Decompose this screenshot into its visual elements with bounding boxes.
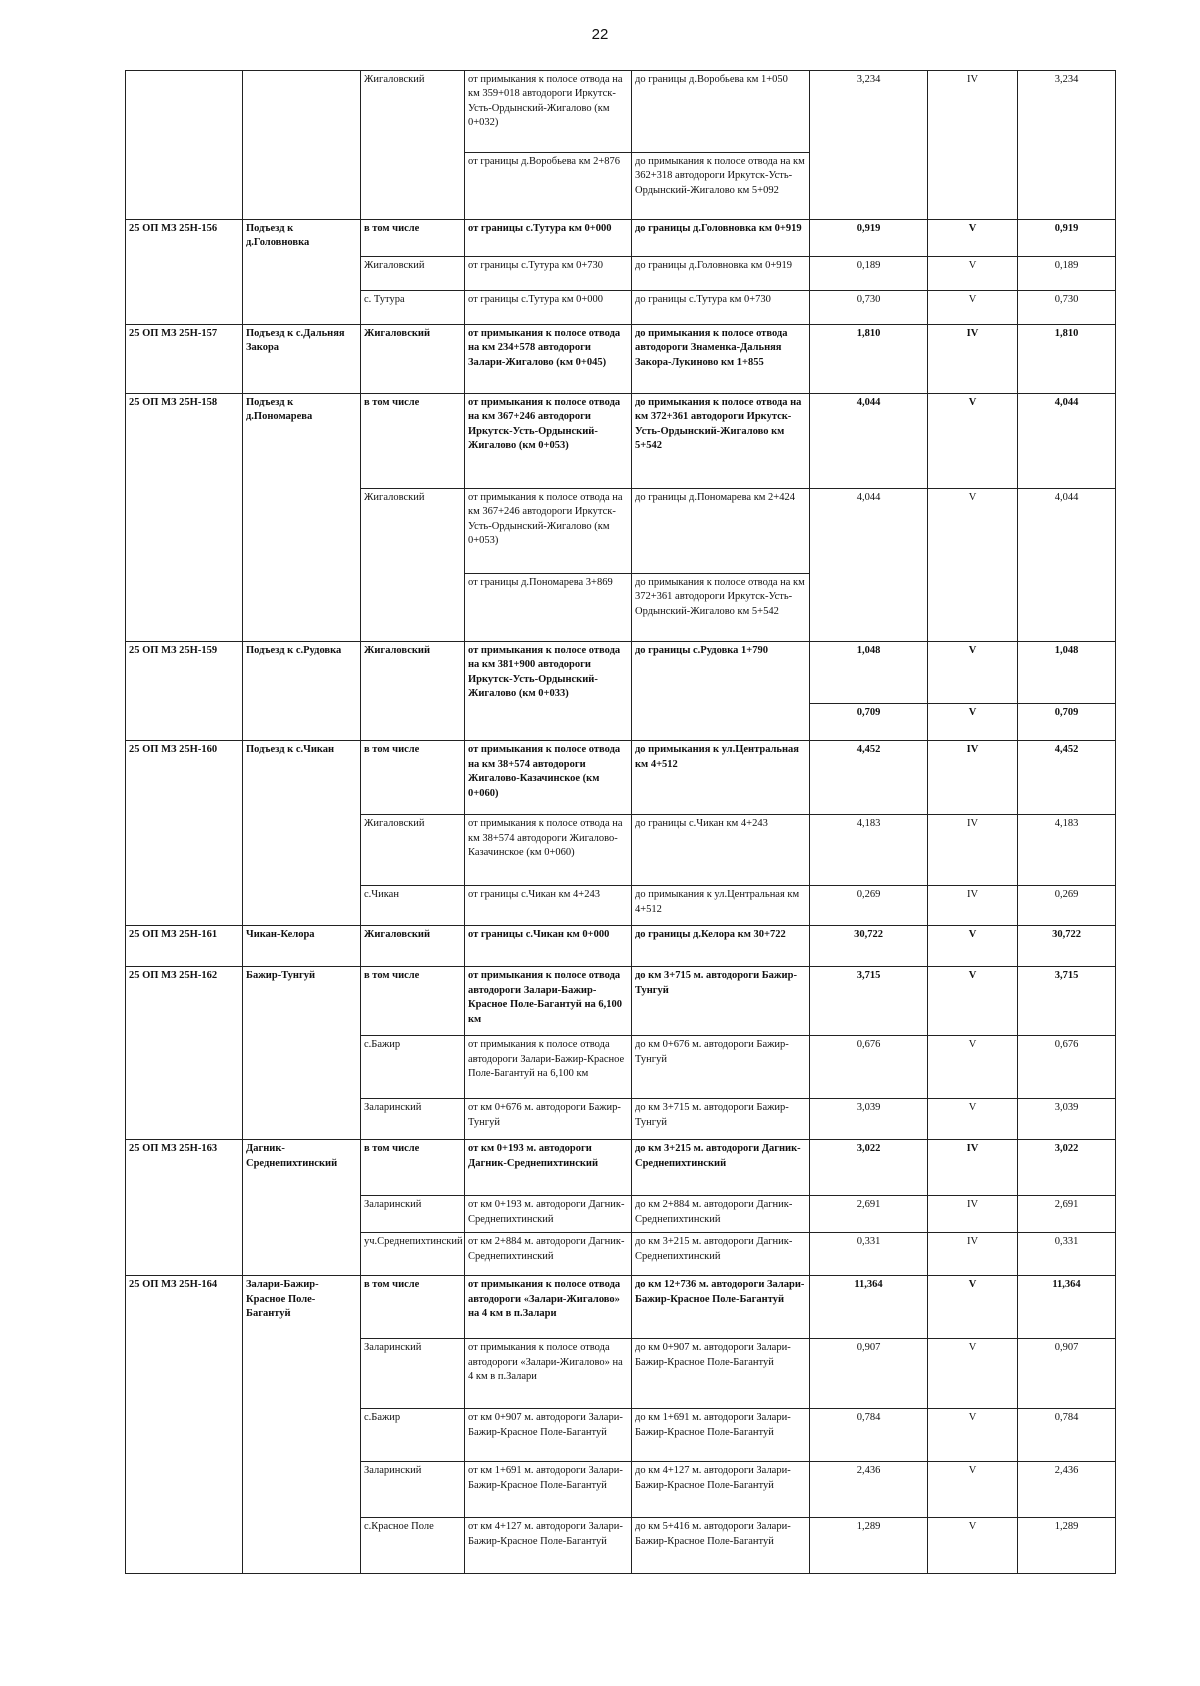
road-id-cell	[126, 1339, 243, 1409]
road-id-cell	[126, 886, 243, 926]
road-id-cell: 25 ОП МЗ 25Н-161	[126, 926, 243, 967]
to-cell: до примыкания к полосе отвода на км 362+318 автодороги Иркутск-Усть-Ордынский-Жигалово км 5+092	[632, 153, 810, 220]
road-name-cell: Залари-Бажир-Красное Поле-Багантуй	[243, 1276, 361, 1339]
road-name-cell	[243, 815, 361, 886]
category-cell: IV	[928, 886, 1018, 926]
to-cell: до примыкания к ул.Центральная км 4+512	[632, 886, 810, 926]
road-name-cell	[243, 153, 361, 220]
from-cell: от границы с.Тутура км 0+000	[465, 291, 632, 325]
length-cell: 0,331	[810, 1233, 928, 1276]
from-cell: от км 2+884 м. автодороги Дагник-Среднепихтинский	[465, 1233, 632, 1276]
length-cell: 0,784	[810, 1409, 928, 1462]
area-cell	[361, 704, 465, 741]
total-cell: 11,364	[1018, 1276, 1116, 1339]
length-cell: 0,730	[810, 291, 928, 325]
from-cell: от примыкания к полосе отвода на км 367+246 автодороги Иркутск-Усть-Ордынский-Жигалово (км 0+053)	[465, 394, 632, 489]
road-name-cell	[243, 291, 361, 325]
to-cell: до границы д.Головновка км 0+919	[632, 257, 810, 291]
road-name-cell	[243, 704, 361, 741]
from-cell: от примыкания к полосе отвода на км 234+578 автодороги Залари-Жигалово (км 0+045)	[465, 325, 632, 394]
total-cell: 1,289	[1018, 1518, 1116, 1574]
road-name-cell: Подъезд к с.Рудовка	[243, 642, 361, 704]
length-cell	[810, 153, 928, 220]
length-cell: 0,919	[810, 220, 928, 257]
table-row	[126, 1409, 1116, 1462]
area-cell: Жигаловский	[361, 489, 465, 574]
length-cell: 0,907	[810, 1339, 928, 1409]
to-cell: до границы д.Пономарева км 2+424	[632, 489, 810, 574]
road-id-cell	[126, 1036, 243, 1099]
length-cell: 30,722	[810, 926, 928, 967]
road-name-cell: Подъезд к д.Пономарева	[243, 394, 361, 489]
table-row	[126, 1233, 1116, 1276]
to-cell: до границы с.Тутура км 0+730	[632, 291, 810, 325]
road-id-cell: 25 ОП МЗ 25Н-156	[126, 220, 243, 257]
total-cell	[1018, 574, 1116, 642]
total-cell: 3,234	[1018, 71, 1116, 153]
area-cell: с. Тутура	[361, 291, 465, 325]
area-cell	[361, 574, 465, 642]
length-cell: 3,715	[810, 967, 928, 1036]
table-row	[126, 257, 1116, 291]
table-row	[126, 1276, 1116, 1339]
area-cell: в том числе	[361, 741, 465, 815]
to-cell: до примыкания к полосе отвода автодороги Знаменка-Дальняя Закора-Лукиново км 1+855	[632, 325, 810, 394]
total-cell: 0,189	[1018, 257, 1116, 291]
category-cell: IV	[928, 325, 1018, 394]
road-name-cell	[243, 1233, 361, 1276]
length-cell: 4,044	[810, 489, 928, 574]
from-cell: от границы с.Чикан км 0+000	[465, 926, 632, 967]
road-id-cell: 25 ОП МЗ 25Н-157	[126, 325, 243, 394]
road-id-cell	[126, 1462, 243, 1518]
page-number: 22	[591, 26, 609, 43]
total-cell: 1,048	[1018, 642, 1116, 704]
to-cell: до км 1+691 м. автодороги Залари-Бажир-Красное Поле-Багантуй	[632, 1409, 810, 1462]
total-cell: 4,183	[1018, 815, 1116, 886]
table-row	[126, 886, 1116, 926]
from-cell: от примыкания к полосе отвода автодороги Залари-Бажир-Красное Поле-Багантуй на 6,100 км	[465, 967, 632, 1036]
length-cell: 1,289	[810, 1518, 928, 1574]
road-name-cell	[243, 489, 361, 574]
to-cell: до границы д.Головновка км 0+919	[632, 220, 810, 257]
total-cell: 2,436	[1018, 1462, 1116, 1518]
length-cell: 3,039	[810, 1099, 928, 1140]
area-cell: в том числе	[361, 1140, 465, 1196]
category-cell: V	[928, 257, 1018, 291]
table-row	[126, 926, 1116, 967]
total-cell: 0,269	[1018, 886, 1116, 926]
category-cell: IV	[928, 815, 1018, 886]
category-cell: IV	[928, 1196, 1018, 1233]
category-cell	[928, 153, 1018, 220]
length-cell: 2,691	[810, 1196, 928, 1233]
length-cell: 3,022	[810, 1140, 928, 1196]
from-cell	[465, 704, 632, 741]
road-id-cell	[126, 257, 243, 291]
from-cell: от границы с.Чикан км 4+243	[465, 886, 632, 926]
category-cell: IV	[928, 71, 1018, 153]
area-cell: Жигаловский	[361, 257, 465, 291]
table-row	[126, 1518, 1116, 1574]
road-id-cell: 25 ОП МЗ 25Н-164	[126, 1276, 243, 1339]
road-name-cell	[243, 574, 361, 642]
category-cell: V	[928, 1409, 1018, 1462]
from-cell: от границы д.Воробьева км 2+876	[465, 153, 632, 220]
table-row	[126, 71, 1116, 153]
total-cell: 0,784	[1018, 1409, 1116, 1462]
from-cell: от примыкания к полосе отвода автодороги «Залари-Жигалово» на 4 км в п.Залари	[465, 1276, 632, 1339]
table-row	[126, 1036, 1116, 1099]
to-cell: до км 3+715 м. автодороги Бажир-Тунгуй	[632, 967, 810, 1036]
length-cell: 4,044	[810, 394, 928, 489]
total-cell: 0,331	[1018, 1233, 1116, 1276]
area-cell: в том числе	[361, 394, 465, 489]
table-row	[126, 574, 1116, 642]
total-cell: 4,044	[1018, 394, 1116, 489]
category-cell: V	[928, 967, 1018, 1036]
road-id-cell	[126, 153, 243, 220]
from-cell: от км 0+676 м. автодороги Бажир-Тунгуй	[465, 1099, 632, 1140]
area-cell: с.Чикан	[361, 886, 465, 926]
category-cell: IV	[928, 1140, 1018, 1196]
total-cell: 2,691	[1018, 1196, 1116, 1233]
length-cell: 0,189	[810, 257, 928, 291]
total-cell: 4,044	[1018, 489, 1116, 574]
total-cell: 0,730	[1018, 291, 1116, 325]
from-cell: от границы с.Тутура км 0+730	[465, 257, 632, 291]
to-cell: до км 0+907 м. автодороги Залари-Бажир-Красное Поле-Багантуй	[632, 1339, 810, 1409]
area-cell: в том числе	[361, 220, 465, 257]
table-row	[126, 1099, 1116, 1140]
road-name-cell	[243, 71, 361, 153]
to-cell: до границы с.Рудовка 1+790	[632, 642, 810, 704]
total-cell: 0,919	[1018, 220, 1116, 257]
area-cell: Жигаловский	[361, 71, 465, 153]
category-cell: V	[928, 1036, 1018, 1099]
to-cell: до границы с.Чикан км 4+243	[632, 815, 810, 886]
table-row	[126, 1339, 1116, 1409]
from-cell: от примыкания к полосе отвода на км 38+574 автодороги Жигалово-Казачинское (км 0+060)	[465, 741, 632, 815]
road-id-cell	[126, 489, 243, 574]
table-row	[126, 642, 1116, 704]
road-id-cell: 25 ОП МЗ 25Н-158	[126, 394, 243, 489]
to-cell: до границы д.Воробьева км 1+050	[632, 71, 810, 153]
area-cell: с.Бажир	[361, 1409, 465, 1462]
total-cell: 3,022	[1018, 1140, 1116, 1196]
table-row	[126, 1196, 1116, 1233]
area-cell: Жигаловский	[361, 642, 465, 704]
area-cell: в том числе	[361, 1276, 465, 1339]
from-cell: от примыкания к полосе отвода автодороги «Залари-Жигалово» на 4 км в п.Залари	[465, 1339, 632, 1409]
area-cell: Жигаловский	[361, 325, 465, 394]
area-cell	[361, 153, 465, 220]
length-cell: 1,810	[810, 325, 928, 394]
total-cell: 4,452	[1018, 741, 1116, 815]
to-cell: до км 2+884 м. автодороги Дагник-Среднепихтинский	[632, 1196, 810, 1233]
category-cell: V	[928, 642, 1018, 704]
length-cell: 0,709	[810, 704, 928, 741]
table-row	[126, 741, 1116, 815]
from-cell: от км 0+193 м. автодороги Дагник-Среднепихтинский	[465, 1140, 632, 1196]
road-id-cell	[126, 71, 243, 153]
area-cell: Жигаловский	[361, 815, 465, 886]
road-id-cell	[126, 704, 243, 741]
from-cell: от примыкания к полосе отвода на км 359+018 автодороги Иркутск- Усть-Ордынский-Жигалово (км 0+032)	[465, 71, 632, 153]
road-name-cell	[243, 1036, 361, 1099]
to-cell: до км 3+715 м. автодороги Бажир-Тунгуй	[632, 1099, 810, 1140]
total-cell: 0,676	[1018, 1036, 1116, 1099]
road-name-cell: Бажир-Тунгуй	[243, 967, 361, 1036]
road-id-cell	[126, 1196, 243, 1233]
road-name-cell: Дагник-Среднепихтинский	[243, 1140, 361, 1196]
length-cell: 2,436	[810, 1462, 928, 1518]
category-cell: IV	[928, 1233, 1018, 1276]
category-cell: V	[928, 1462, 1018, 1518]
from-cell: от км 4+127 м. автодороги Залари-Бажир-Красное Поле-Багантуй	[465, 1518, 632, 1574]
table-row	[126, 815, 1116, 886]
table-row	[126, 967, 1116, 1036]
category-cell: V	[928, 394, 1018, 489]
category-cell: V	[928, 1339, 1018, 1409]
total-cell: 0,907	[1018, 1339, 1116, 1409]
area-cell: Заларинский	[361, 1462, 465, 1518]
roads-table	[125, 70, 1116, 1574]
road-id-cell	[126, 1409, 243, 1462]
to-cell: до км 3+215 м. автодороги Дагник-Среднепихтинский	[632, 1140, 810, 1196]
total-cell: 0,709	[1018, 704, 1116, 741]
total-cell: 3,715	[1018, 967, 1116, 1036]
length-cell: 4,183	[810, 815, 928, 886]
length-cell: 0,269	[810, 886, 928, 926]
road-name-cell	[243, 1462, 361, 1518]
table-row	[126, 1462, 1116, 1518]
category-cell: V	[928, 1099, 1018, 1140]
road-name-cell: Подъезд к с.Дальняя Закора	[243, 325, 361, 394]
road-name-cell: Чикан-Келора	[243, 926, 361, 967]
from-cell: от примыкания к полосе отвода автодороги Залари-Бажир-Красное Поле-Багантуй на 6,100 км	[465, 1036, 632, 1099]
length-cell	[810, 574, 928, 642]
to-cell: до км 3+215 м. автодороги Дагник-Среднепихтинский	[632, 1233, 810, 1276]
road-id-cell	[126, 815, 243, 886]
area-cell: уч.Среднепихтинский	[361, 1233, 465, 1276]
category-cell: V	[928, 489, 1018, 574]
length-cell: 0,676	[810, 1036, 928, 1099]
road-name-cell	[243, 1099, 361, 1140]
category-cell: IV	[928, 741, 1018, 815]
to-cell: до км 4+127 м. автодороги Залари-Бажир-Красное Поле-Багантуй	[632, 1462, 810, 1518]
road-name-cell	[243, 1339, 361, 1409]
table-row	[126, 704, 1116, 741]
total-cell: 30,722	[1018, 926, 1116, 967]
road-id-cell: 25 ОП МЗ 25Н-162	[126, 967, 243, 1036]
road-id-cell	[126, 1099, 243, 1140]
to-cell: до км 12+736 м. автодороги Залари-Бажир-Красное Поле-Багантуй	[632, 1276, 810, 1339]
road-name-cell: Подъезд к с.Чикан	[243, 741, 361, 815]
to-cell: до км 0+676 м. автодороги Бажир-Тунгуй	[632, 1036, 810, 1099]
area-cell: в том числе	[361, 967, 465, 1036]
road-name-cell: Подъезд к д.Головновка	[243, 220, 361, 257]
to-cell: до примыкания к полосе отвода на км 372+361 автодороги Иркутск-Усть-Ордынский-Жигалово км 5+542	[632, 574, 810, 642]
road-id-cell: 25 ОП МЗ 25Н-163	[126, 1140, 243, 1196]
from-cell: от примыкания к полосе отвода на км 38+574 автодороги Жигалово-Казачинское (км 0+060)	[465, 815, 632, 886]
road-id-cell: 25 ОП МЗ 25Н-160	[126, 741, 243, 815]
category-cell	[928, 574, 1018, 642]
table-row	[126, 220, 1116, 257]
table-row	[126, 1140, 1116, 1196]
from-cell: от км 0+907 м. автодороги Залари-Бажир-Красное Поле-Багантуй	[465, 1409, 632, 1462]
length-cell: 3,234	[810, 71, 928, 153]
road-id-cell	[126, 1518, 243, 1574]
area-cell: Жигаловский	[361, 926, 465, 967]
category-cell: V	[928, 1518, 1018, 1574]
category-cell: V	[928, 704, 1018, 741]
total-cell	[1018, 153, 1116, 220]
area-cell: Заларинский	[361, 1099, 465, 1140]
road-name-cell	[243, 1518, 361, 1574]
category-cell: V	[928, 220, 1018, 257]
from-cell: от границы д.Пономарева 3+869	[465, 574, 632, 642]
table-row	[126, 394, 1116, 489]
length-cell: 4,452	[810, 741, 928, 815]
total-cell: 3,039	[1018, 1099, 1116, 1140]
total-cell: 1,810	[1018, 325, 1116, 394]
table-row	[126, 291, 1116, 325]
road-id-cell	[126, 574, 243, 642]
category-cell: V	[928, 291, 1018, 325]
road-name-cell	[243, 1409, 361, 1462]
road-name-cell	[243, 886, 361, 926]
to-cell: до границы д.Келора км 30+722	[632, 926, 810, 967]
area-cell: с.Красное Поле	[361, 1518, 465, 1574]
to-cell: до примыкания к полосе отвода на км 372+361 автодороги Иркутск-Усть-Ордынский-Жигалово км 5+542	[632, 394, 810, 489]
table-row	[126, 153, 1116, 220]
area-cell: Заларинский	[361, 1339, 465, 1409]
area-cell: Заларинский	[361, 1196, 465, 1233]
road-name-cell	[243, 1196, 361, 1233]
category-cell: V	[928, 1276, 1018, 1339]
to-cell: до примыкания к ул.Центральная км 4+512	[632, 741, 810, 815]
from-cell: от примыкания к полосе отвода на км 381+900 автодороги Иркутск-Усть-Ордынский-Жигалово (км 0+033)	[465, 642, 632, 704]
from-cell: от км 1+691 м. автодороги Залари-Бажир-Красное Поле-Багантуй	[465, 1462, 632, 1518]
length-cell: 11,364	[810, 1276, 928, 1339]
road-name-cell	[243, 257, 361, 291]
area-cell: с.Бажир	[361, 1036, 465, 1099]
table-row	[126, 489, 1116, 574]
road-id-cell	[126, 291, 243, 325]
to-cell	[632, 704, 810, 741]
from-cell: от границы с.Тутура км 0+000	[465, 220, 632, 257]
table-row	[126, 325, 1116, 394]
category-cell: V	[928, 926, 1018, 967]
from-cell: от примыкания к полосе отвода на км 367+246 автодороги Иркутск-Усть-Ордынский-Жигалово (км 0+053)	[465, 489, 632, 574]
from-cell: от км 0+193 м. автодороги Дагник-Среднепихтинский	[465, 1196, 632, 1233]
road-id-cell	[126, 1233, 243, 1276]
length-cell: 1,048	[810, 642, 928, 704]
to-cell: до км 5+416 м. автодороги Залари-Бажир-Красное Поле-Багантуй	[632, 1518, 810, 1574]
road-id-cell: 25 ОП МЗ 25Н-159	[126, 642, 243, 704]
